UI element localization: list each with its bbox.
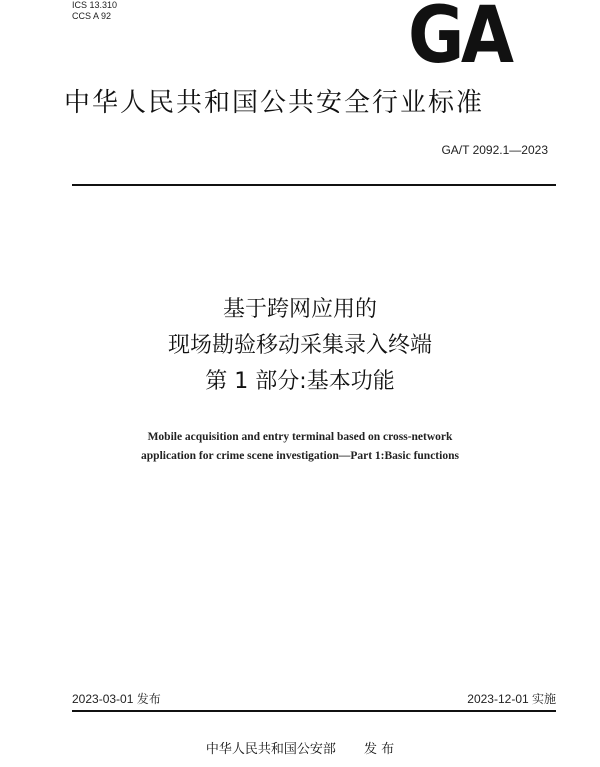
- bottom-divider: [72, 710, 556, 712]
- english-title-line-2: application for crime scene investigation—Part 1:Basic functions: [141, 450, 459, 462]
- issue-date: 2023-03-01 发布: [72, 692, 161, 706]
- ga-logo: GA: [408, 0, 511, 81]
- ics-code: ICS 13.310: [72, 0, 118, 10]
- document-title: [0, 292, 600, 400]
- english-title: [0, 428, 600, 466]
- classification-codes: [72, 0, 117, 22]
- top-divider: [72, 184, 556, 186]
- english-title-line-1: Mobile acquisition and entry terminal based on cross-network: [147, 431, 453, 443]
- publisher-name: 中华人民共和国公安部: [205, 742, 336, 757]
- implementation-date: 2023-12-01 实施: [467, 692, 556, 706]
- publisher-line: [0, 738, 600, 757]
- title-line-2: 现场勘验移动采集录入终端: [167, 333, 432, 358]
- organization-title: 中华人民共和国公共安全行业标准: [64, 88, 485, 118]
- title-line-3: 第 1 部分:基本功能: [205, 369, 395, 394]
- publisher-action: 发 布: [363, 742, 395, 757]
- standard-number: GA/T 2092.1—2023: [441, 143, 548, 157]
- title-line-1: 基于跨网应用的: [222, 297, 377, 322]
- ccs-code: CCS A 92: [72, 11, 112, 21]
